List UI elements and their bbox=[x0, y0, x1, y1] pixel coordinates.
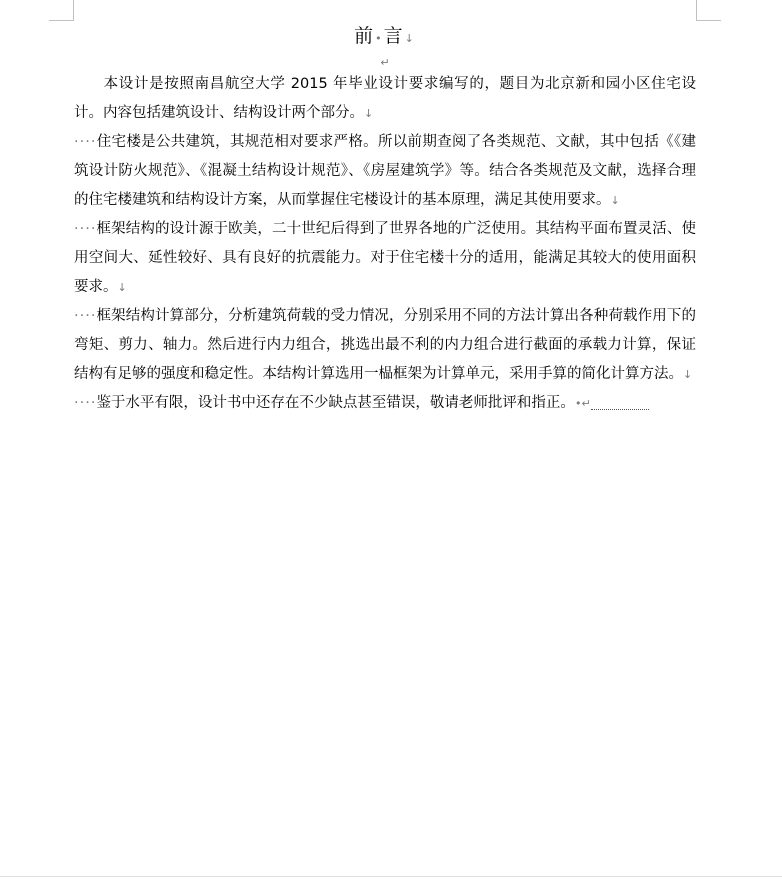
paragraph-mark-icon: ↓ bbox=[610, 194, 620, 207]
indent-dots: ···· bbox=[74, 308, 97, 324]
paragraph-3[interactable] bbox=[74, 215, 696, 302]
indent-dots: ···· bbox=[74, 395, 97, 411]
paragraph-mark-icon: ↓ bbox=[364, 107, 374, 120]
page-bottom-edge bbox=[0, 876, 782, 877]
title-char-2: 言 bbox=[383, 25, 405, 47]
title-char-1: 前 bbox=[354, 25, 376, 47]
dotted-leader-line bbox=[591, 397, 649, 410]
paragraph-mark-icon: ↓ bbox=[404, 32, 416, 45]
indent-dots: ···· bbox=[74, 221, 97, 237]
paragraph-1[interactable] bbox=[74, 70, 696, 128]
paragraph-2[interactable] bbox=[74, 128, 696, 215]
paragraph-mark-icon: ↓ bbox=[683, 368, 693, 381]
title-dot: • bbox=[574, 397, 582, 410]
page-title bbox=[74, 20, 696, 52]
paragraph-text: 框架结构计算部分，分析建筑荷载的受力情况，分别采用不同的方法计算出各种荷载作用下的弯矩、剪力、轴力。然后进行内力组合，挑选出最不利的内力组合进行截面的承载力计算，保证结构有足够的强度和稳定性。本结构计算选用一榀框架为计算单元，采用手算的简化计算方法。 bbox=[74, 308, 696, 382]
page-corner-top-left bbox=[49, 0, 74, 21]
title-dot: • bbox=[375, 32, 384, 45]
paragraph-mark-icon: ↓ bbox=[117, 281, 127, 294]
indent-dots: ···· bbox=[74, 134, 97, 150]
paragraph-5[interactable] bbox=[74, 389, 696, 418]
paragraph-text: 鉴于水平有限，设计书中还存在不少缺点甚至错误，敬请老师批评和指正。 bbox=[96, 395, 575, 411]
paragraph-4[interactable] bbox=[74, 302, 696, 389]
empty-line bbox=[74, 52, 696, 70]
return-mark-icon: ↵ bbox=[581, 397, 591, 410]
paragraph-text: 本设计是按照南昌航空大学 2015 年毕业设计要求编写的，题目为北京新和园小区住宅设计。内容包括建筑设计、结构设计两个部分。 bbox=[74, 76, 696, 121]
return-mark-icon: ↵ bbox=[380, 56, 390, 69]
page-corner-top-right bbox=[696, 0, 721, 21]
document-page[interactable] bbox=[74, 20, 696, 418]
paragraph-text: 住宅楼是公共建筑，其规范相对要求严格。所以前期查阅了各类规范、文献，其中包括《《建筑设计防火规范》、《混凝土结构设计规范》、《房屋建筑学》等。结合各类规范及文献，选择合理的住宅楼建筑和结构设计方案，从而掌握住宅楼设计的基本原理，满足其使用要求。 bbox=[74, 134, 696, 208]
paragraph-text: 框架结构的设计源于欧美，二十世纪后得到了世界各地的广泛使用。其结构平面布置灵活、使用空间大、延性较好、具有良好的抗震能力。对于住宅楼十分的适用，能满足其较大的使用面积要求。 bbox=[74, 221, 696, 295]
